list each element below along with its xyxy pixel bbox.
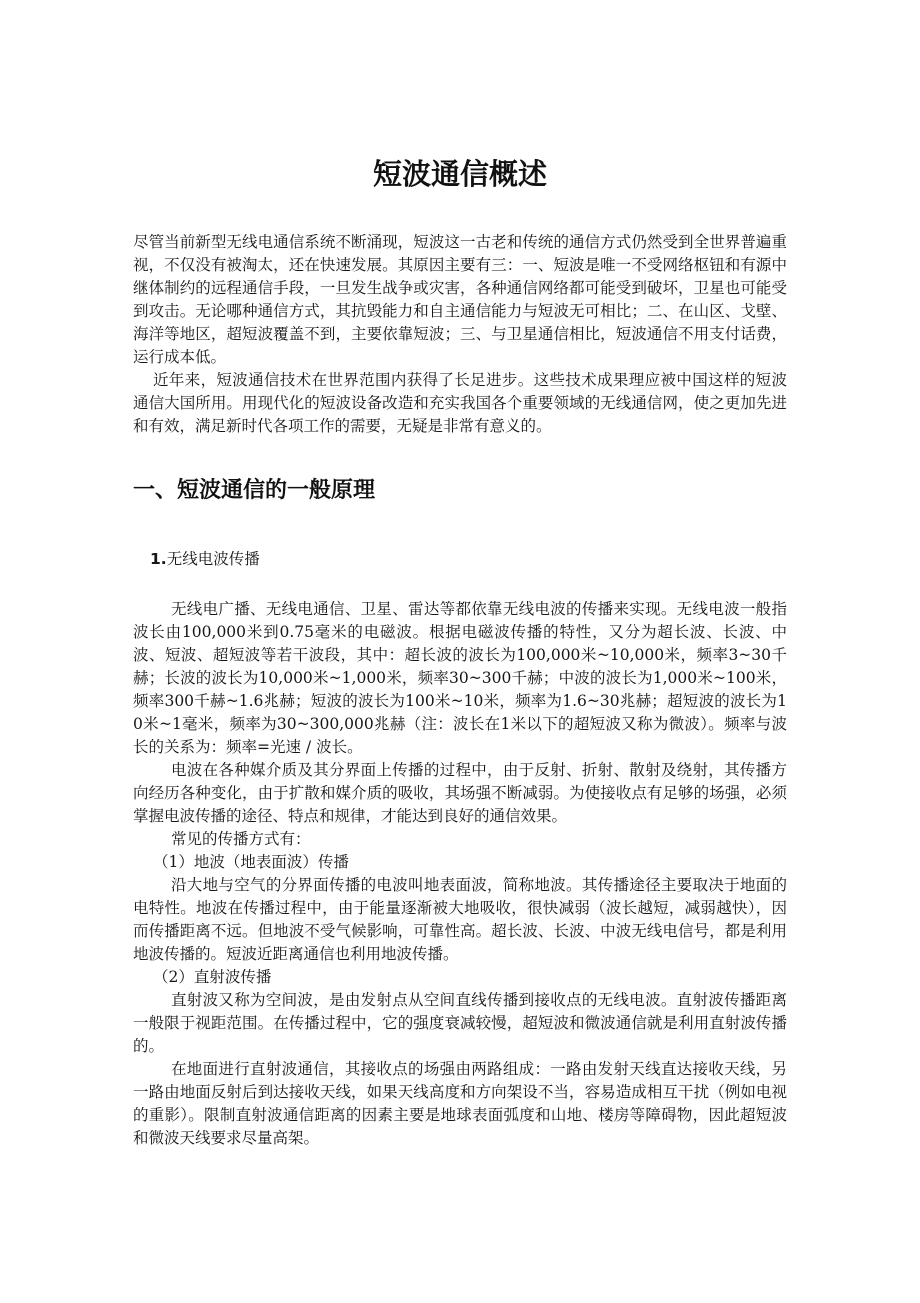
body-paragraph: 直射波又称为空间波，是由发射点从空间直线传播到接收点的无线电波。直射波传播距离一般限于视距范围。在传播过程中，它的强度衰减较慢，超短波和微波通信就是利用直射波传播的。 xyxy=(133,991,787,1055)
list-item-heading: （2）直射波传播 xyxy=(153,968,272,986)
intro-text-2: 近年来，短波通信技术在世界范围内获得了长足进步。这些技术成果理应被中国这样的短波通信大国所用。用现代化的短波设备改造和充实我国各个重要领域的无线通信网，使之更加先进和有效，满足新时代各项工作的需要，无疑是非常有意义的。 xyxy=(133,371,787,435)
page-title: 短波通信概述 xyxy=(372,157,547,191)
intro-paragraph-2 xyxy=(133,369,787,438)
intro-paragraph-1 xyxy=(133,231,787,369)
section-body xyxy=(133,598,787,1150)
intro-text-1: 尽管当前新型无线电通信系统不断涌现，短波这一古老和传统的通信方式仍然受到全世界普遍重视，不仅没有被淘太，还在快速发展。其原因主要有三：一、短波是唯一不受网络枢钮和有源中继体制约的远程通信手段，一旦发生战争或灾害，各种通信网络都可能受到破坏，卫星也可能受到攻击。无论哪种通信方式，其抗毁能力和自主通信能力与短波无可相比；二、在山区、戈壁、海洋等地区，超短波覆盖不到，主要依靠短波；三、与卫星通信相比，短波通信不用支付话费，运行成本低。 xyxy=(133,233,787,366)
body-paragraph: 无线电广播、无线电通信、卫星、雷达等都依靠无线电波的传播来实现。无线电波一般指波长由100,000米到0.75毫米的电磁波。根据电磁波传播的特性，又分为超长波、长波、中波、短波、超短波等若干波段，其中：超长波的波长为100,000米~10,000米，频率3~30千赫；长波的波长为10,000米~1,000米，频率30~300千赫；中波的波长为1,000米~100米，频率300千赫~1.6兆赫；短波的波长为100米~10米，频率为1.6~30兆赫；超短波的波长为10米~1毫米，频率为30~300,000兆赫（注：波长在1米以下的超短波又称为微波）。频率与波长的关系为：频率=光速 / 波长。 xyxy=(133,600,787,756)
body-paragraph: 常见的传播方式有： xyxy=(171,830,311,848)
body-paragraph: 沿大地与空气的分界面传播的电波叫地表面波，简称地波。其传播途径主要取决于地面的电特性。地波在传播过程中，由于能量逐渐被大地吸收，很快减弱（波长越短，减弱越快），因而传播距离不远。但地波不受气候影响，可靠性高。超长波、长波、中波无线电信号，都是利用地波传播的。短波近距离通信也利用地波传播。 xyxy=(133,876,787,963)
section-heading: 一、短波通信的一般原理 xyxy=(133,478,376,503)
subsection-number: 1. xyxy=(150,550,167,568)
body-paragraph: 在地面进行直射波通信，其接收点的场强由两路组成：一路由发射天线直达接收天线，另一路由地面反射后到达接收天线，如果天线高度和方向架设不当，容易造成相互干扰（例如电视的重影）。限制直射波通信距离的因素主要是地球表面弧度和山地、楼房等障碍物，因此超短波和微波天线要求尽量高架。 xyxy=(133,1060,787,1147)
subsection-heading xyxy=(150,547,260,571)
body-paragraph: 电波在各种媒介质及其分界面上传播的过程中，由于反射、折射、散射及绕射，其传播方向经历各种变化，由于扩散和媒介质的吸收，其场强不断减弱。为使接收点有足够的场强，必须掌握电波传播的途径、特点和规律，才能达到良好的通信效果。 xyxy=(133,761,787,825)
list-item-heading: （1）地波（地表面波）传播 xyxy=(153,853,349,871)
subsection-title: 无线电波传播 xyxy=(166,550,260,568)
